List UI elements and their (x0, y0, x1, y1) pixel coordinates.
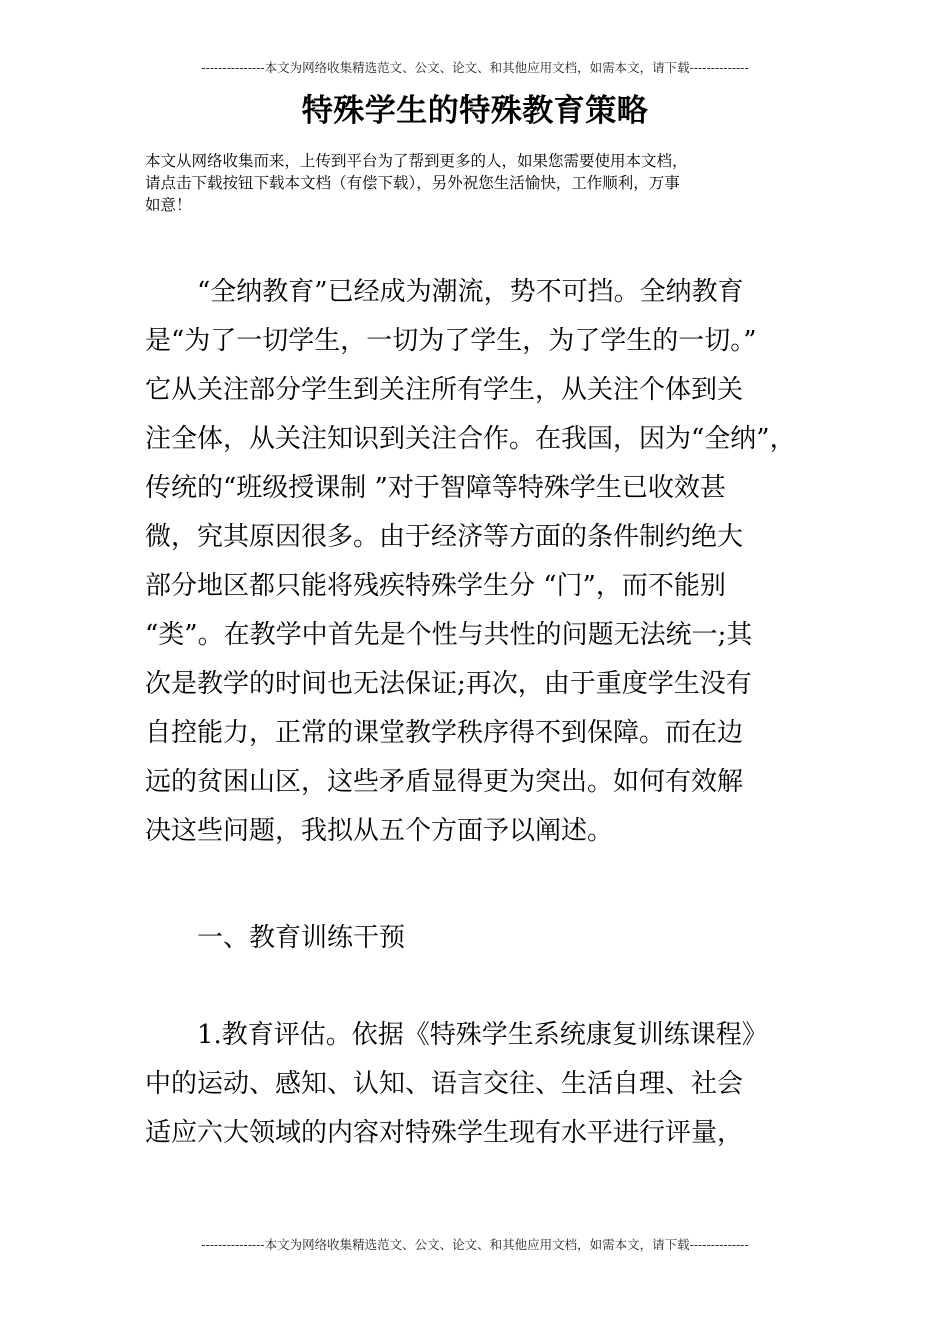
text-line: 1.教育评估。依据《特殊学生系统康复训练课程》 (145, 1020, 768, 1050)
intro-paragraph (145, 150, 813, 216)
text-line: “类”。在教学中首先是个性与共性的问题无法统一;其 (145, 620, 753, 650)
section-heading-text: 一、教育训练干预 (145, 923, 406, 953)
text-line: 注全体，从关注知识到关注合作。在我国，因为“全纳”， (145, 424, 796, 454)
page-footer: ---------------本文为网络收集精选范文、公文、论文、和其他应用文档，如需本文，请下载-------------- (201, 1237, 749, 1252)
document-title: 特殊学生的特殊教育策略 (301, 93, 649, 129)
text-line: 是“为了一切学生，一切为了学生，为了学生的一切。” (145, 326, 757, 356)
text-line: 次是教学的时间也无法保证;再次，由于重度学生没有 (145, 669, 752, 699)
intro-line: 本文从网络收集而来，上传到平台为了帮到更多的人，如果您需要使用本文档， (145, 152, 688, 170)
text-line: 传统的“班级授课制 ”对于智障等特殊学生已收效甚 (145, 473, 726, 503)
text-line: 它从关注部分学生到关注所有学生，从关注个体到关 (145, 375, 744, 405)
section-heading (145, 914, 813, 963)
text-line: 部分地区都只能将残疾特殊学生分 “门”，而不能别 (145, 571, 726, 601)
text-line: 远的贫困山区，这些矛盾显得更为突出。如何有效解 (145, 767, 744, 797)
text-line: 微，究其原因很多。由于经济等方面的条件制约绝大 (145, 522, 744, 552)
text-line: “全纳教育”已经成为潮流，势不可挡。全纳教育 (145, 277, 744, 307)
body-paragraph-1 (145, 268, 813, 856)
text-line: 适应六大领域的内容对特殊学生现有水平进行评量， (145, 1118, 744, 1148)
text-line: 自控能力，正常的课堂教学秩序得不到保障。而在边 (145, 718, 744, 748)
text-line: 决这些问题，我拟从五个方面予以阐述。 (145, 816, 614, 846)
intro-line: 请点击下载按钮下载本文档（有偿下载），另外祝您生活愉快，工作顺利，万事 (145, 174, 680, 192)
page-header: ---------------本文为网络收集精选范文、公文、论文、和其他应用文档，如需本文，请下载-------------- (201, 60, 749, 75)
text-line: 中的运动、感知、认知、语言交往、生活自理、社会 (145, 1069, 744, 1099)
intro-line: 如意！ (145, 196, 192, 214)
body-paragraph-2 (145, 1011, 813, 1158)
